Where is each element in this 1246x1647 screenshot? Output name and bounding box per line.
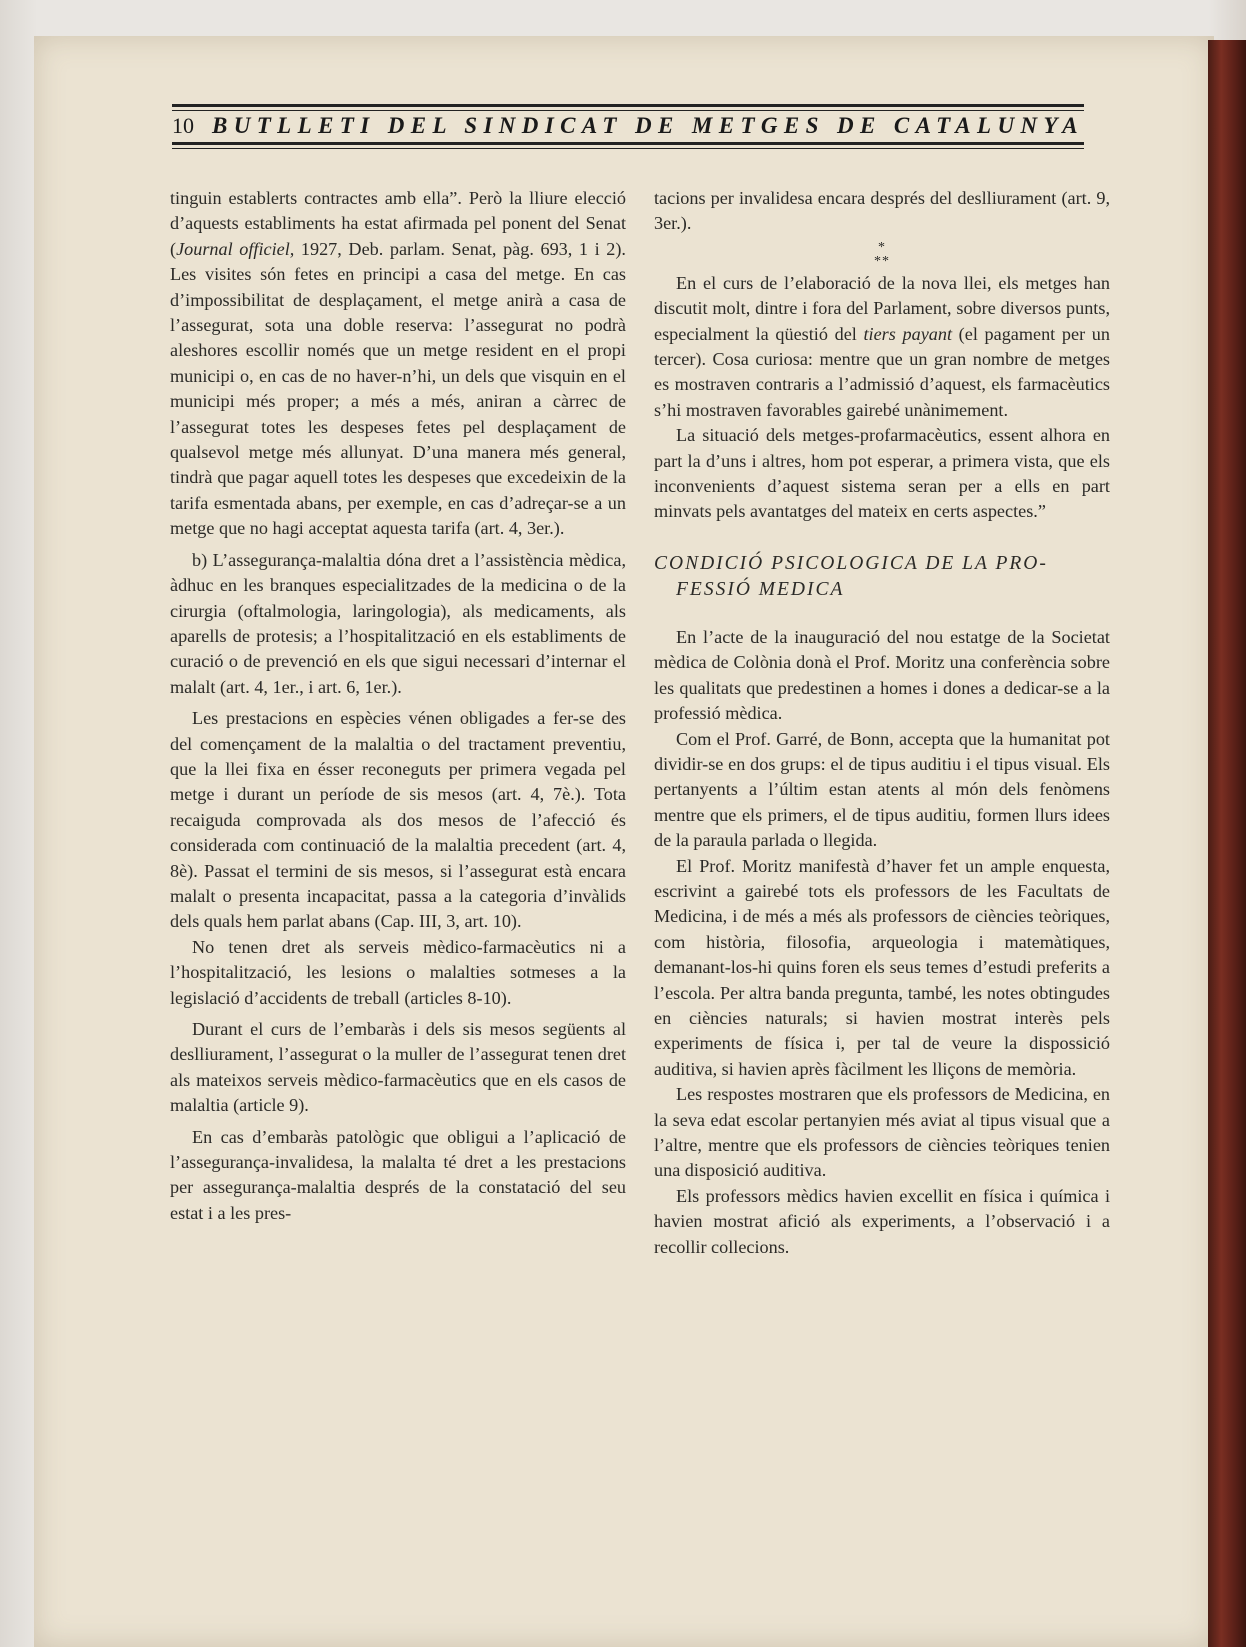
header-rule xyxy=(172,142,1084,145)
right-column xyxy=(654,186,1110,1260)
header-rule xyxy=(172,110,1084,111)
paragraph: En l’acte de la inauguració del nou estatge de la Societat mèdica de Colònia donà el Prof. Moritz una conferència sobre les qualitats que predestinen a homes i dones a dedicar-se a la professió mèdica. xyxy=(654,626,1110,724)
text-run: En el curs de l’elaboració de la nova llei, els metges han discutit molt, dintre i fora del Parlament, sobre diversos punts, especialment la qüestió del xyxy=(654,272,1110,344)
journal-title: BUTLLETI DEL SINDICAT DE METGES DE CATALUNYA xyxy=(211,113,1084,138)
text-run: tinguin establerts contractes amb ella”. Però la lliure elecció d’aquests establiments ha estat afirmada pel ponent del Senat ( xyxy=(170,188,626,259)
paragraph: La situació dels metges-profarmacèutics, essent alhora en part la d’uns i altres, hom pot esperar, a primera vista, que els inconvenients d’aquest sistema seran per a ells en part minvats pels avantatges del mateix en certs aspectes.” xyxy=(654,425,1110,522)
paragraph: En cas d’embaràs patològic que obligui a l’aplicació de l’assegurança-invalidesa, la malalta té dret a les prestacions per assegurança-malaltia després de la constatació del seu estat i a les pres- xyxy=(170,1126,626,1223)
section-heading xyxy=(654,551,1110,603)
paragraph: Les respostes mostraren que els professors de Medicina, en la seva edat escolar pertanyien més aviat al tipus visual que a l’altre, mentre que els professors de ciències teòriques tenien una disposició auditiva. xyxy=(654,1084,1110,1181)
asterism-bottom: ** xyxy=(874,253,890,269)
italic-citation: Journal officiel, xyxy=(176,238,295,259)
paragraph: No tenen dret als serveis mèdico-farmacèutics ni a l’hospitalització, les lesions o malalties sotmeses a la legislació d’accidents de treball (articles 8-10). xyxy=(170,936,626,1008)
italic-term: tiers payant xyxy=(863,323,953,344)
running-header xyxy=(172,100,1084,158)
header-rule xyxy=(172,104,1084,107)
header-rule xyxy=(172,148,1084,149)
left-column xyxy=(170,186,626,1226)
section-heading-line: FESSIÓ MEDICA xyxy=(676,578,845,600)
paragraph: b) L’assegurança-malaltia dóna dret a l’assistència mèdica, àdhuc en les branques especialitzades de la medicina o de la cirurgia (oftalmologia, laringologia), als medicaments, als aparells de protesis; a l’hospitalització en els establiments de curació o de prevenció en els que sigui necessari d’internar el malalt (art. 4, 1er., i art. 6, 1er.). xyxy=(170,549,626,697)
paragraph: Els professors mèdics havien excellit en física i química i havien mostrat afició als experiments, a l’observació i a recollir collecions. xyxy=(654,1185,1110,1257)
section-heading-line: CONDICIÓ PSICOLOGICA DE LA PRO- xyxy=(654,552,1048,574)
paragraph: El Prof. Moritz manifestà d’haver fet un ample enquesta, escrivint a gairebé tots els professors de les Facultats de Medicina, i de més a més als professors de ciències teòriques, com història, filosofia, arqueologia i matemàtiques, demanant-los-hi quins foren els seus temes d’estudi preferits a l’escola. Per altra banda pregunta, també, les notes obtingudes en ciències naturals; si havien mostrat interès pels experiments de física i, per tal de veure la dispossició auditiva, si havien après fàcilment les lliçons de memòria. xyxy=(654,855,1110,1079)
paragraph xyxy=(654,271,1110,423)
book-spine xyxy=(1208,40,1246,1647)
header-text xyxy=(172,112,1084,140)
text-run: 1927, Deb. parlam. Senat, pàg. 693, 1 i 2). Les visites són fetes en principi a casa del metge. En cas d’impossibilitat de desplaçament, el metge anirà a casa de l’assegurat, sota una doble reserva: l’assegurat no podrà aleshores escollir només que un metge resident en el propi municipi o, en cas de no haver-n’hi, un dels que visquin en el municipi més proper; a més a més, aniran a càrrec de l’assegurat totes les despeses fetes pel desplaçament de qualsevol metge més allunyat. D’una manera més general, tindrà que pagar aquell totes les despeses que excedeixin de la tarifa esmentada abans, per exemple, en cas d’adreçar-se a un metge que no hagi acceptat aquesta tarifa (art. 4, 3er.). xyxy=(170,238,626,539)
paragraph: Com el Prof. Garré, de Bonn, accepta que la humanitat pot dividir-se en dos grups: el de tipus auditiu i el tipus visual. Els pertanyents a l’últim estan atents al món dels fenòmens mentre que els primers, el de tipus auditiu, formen llurs idees de la paraula parlada o llegida. xyxy=(654,728,1110,851)
paragraph xyxy=(170,186,626,542)
page-number: 10 xyxy=(172,113,194,138)
paragraph: Les prestacions en espècies vénen obligades a fer-se des del començament de la malaltia o del tractament preventiu, que la llei fixa en ésser reconeguts per primera vegada pel metge i durant un període de sis mesos (art. 4, 7è.). Tota recaiguda comprovada als dos mesos de l’afecció és considerada com continuació de la malaltia precedent (art. 4, 8è). Passat el termini de sis mesos, si l’assegurat està encara malalt o presenta incapacitat, passa a la categoria d’invàlids dels quals hem parlat abans (Cap. III, 3, art. 10). xyxy=(170,708,626,932)
paragraph: Durant el curs de l’embaràs i dels sis mesos següents al deslliurament, l’assegurat o la muller de l’assegurat tenen dret als mateixos serveis mèdico-farmacèutics que en els casos de malaltia (article 9). xyxy=(170,1019,626,1116)
asterism-separator xyxy=(654,241,1110,269)
asterism-top: * xyxy=(878,239,886,255)
paragraph: tacions per invalidesa encara després del deslliurament (art. 9, 3er.). xyxy=(654,188,1110,234)
text-run: (el pagament per un tercer). Cosa curiosa: mentre que un gran nombre de metges es mostraven contraris a l’admissió d’aquest, els farmacèutics s’hi mostraven favorables gairebé unànimement. xyxy=(654,323,1110,420)
